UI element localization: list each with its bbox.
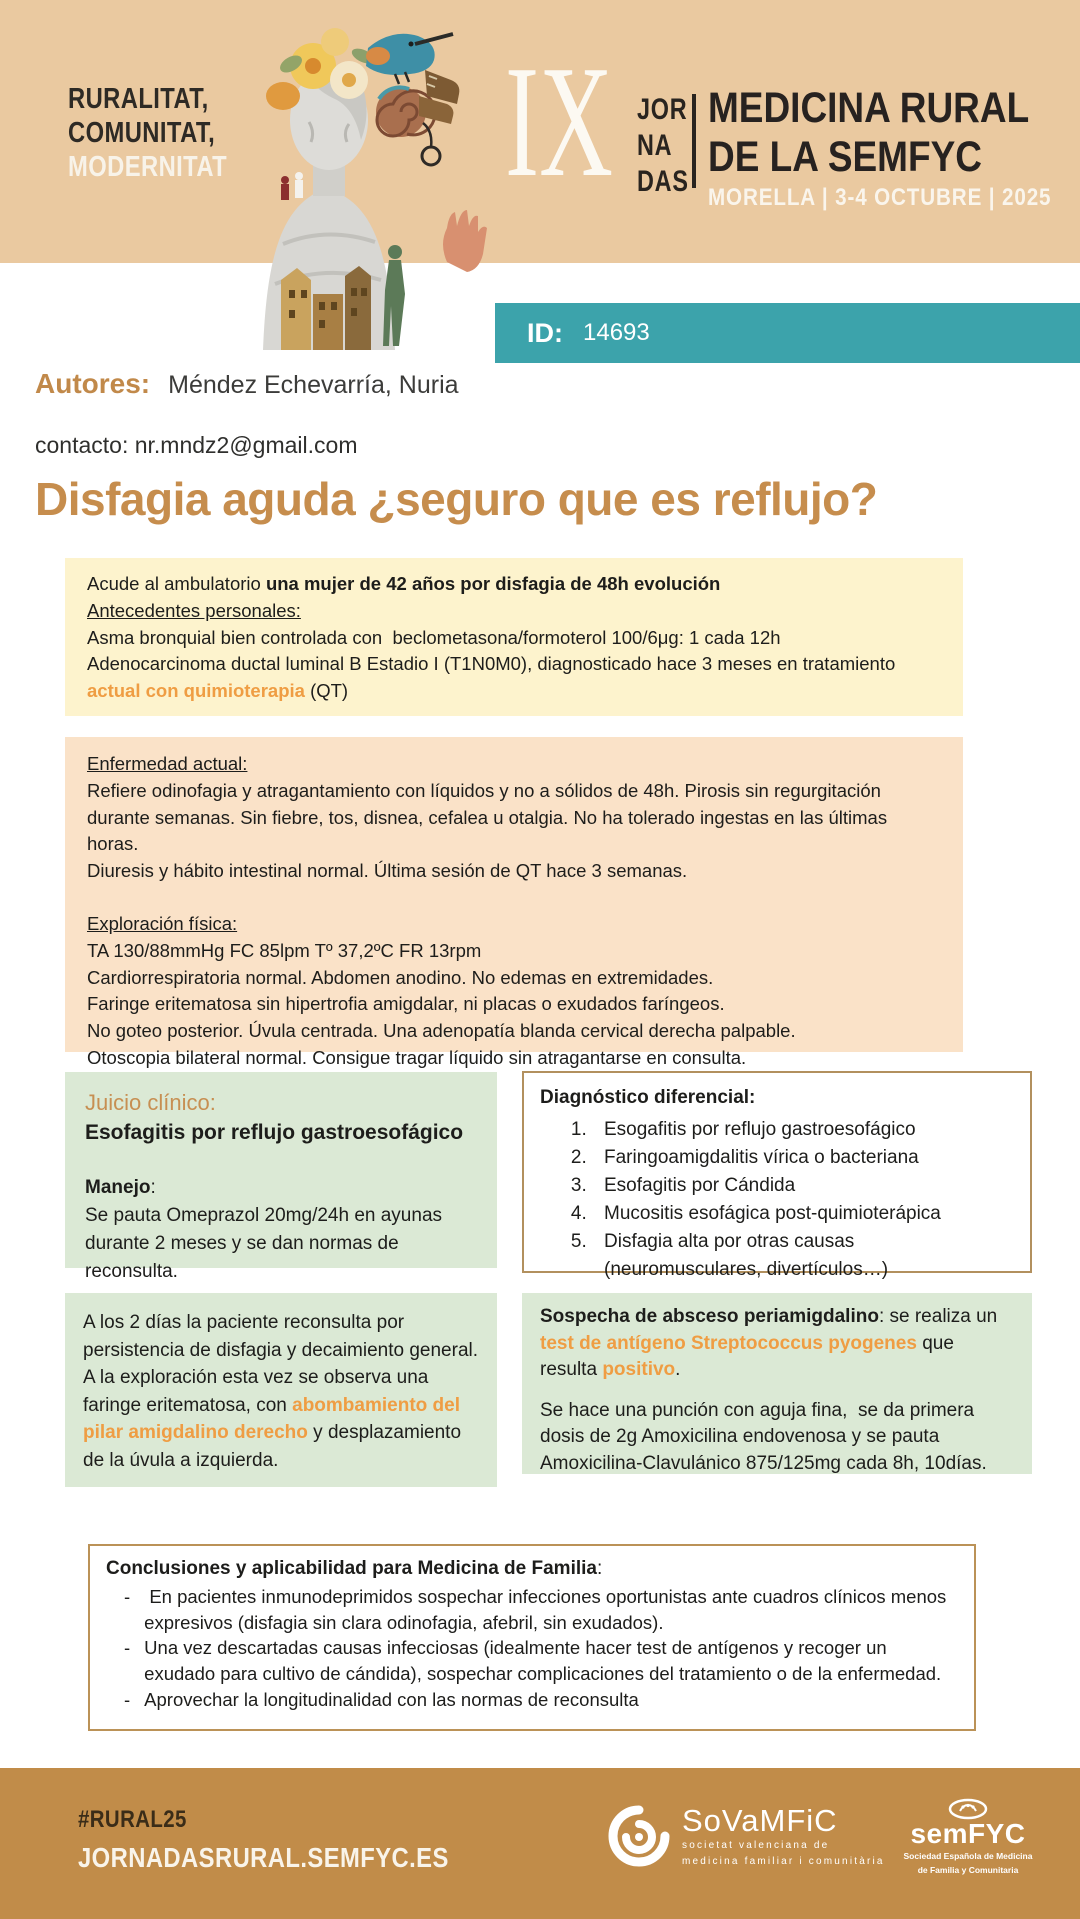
conclusions-list [106, 1584, 958, 1713]
jornadas-line: NA [637, 129, 673, 162]
differential-box [522, 1071, 1032, 1280]
authors-names: Méndez Echevarría, Nuria [168, 371, 459, 399]
edition-numeral: IX [505, 32, 614, 210]
differential-item: 2. Faringoamigdalitis vírica o bacteriana [592, 1144, 1014, 1172]
differential-item: 4. Mucositis esofágica post-quimioterápica [592, 1200, 1014, 1228]
semfyc-tagline: de Familia y Comunitaria [917, 1864, 1019, 1875]
sovamfic-spiral-icon [608, 1804, 670, 1870]
differential-item: 3. Esofagitis por Cándida [592, 1172, 1014, 1200]
differential-item: 1. Esogafitis por reflujo gastroesofágico [592, 1116, 1014, 1144]
sovamfic-name: SoVaMFiC [682, 1803, 838, 1838]
exam-line: Cardiorrespiratoria normal. Abdomen anodino. No edemas en extremidades. [87, 966, 714, 988]
exam-line: No goteo posterior. Úvula centrada. Una adenopatía blanda cervical derecha palpable. [87, 1020, 796, 1042]
judgment-heading: Juicio clínico: [85, 1090, 216, 1115]
jornadas-word [637, 92, 689, 200]
stethoscope-icon [422, 123, 440, 165]
conclusion-item: - En pacientes inmunodeprimidos sospechar infecciones oportunistas ante cuadros clínicos menos expresivos (disfagia sin clara odinofagia, afebril, sin exudados). [124, 1585, 952, 1633]
event-details: MORELLA | 3-4 OCTUBRE | 2025 [708, 184, 1052, 211]
differential-heading: Diagnóstico diferencial: [540, 1087, 756, 1108]
event-website: JORNADASRURAL.SEMFYC.ES [78, 1842, 449, 1873]
hand-icon [443, 210, 487, 272]
spacer [540, 1384, 1014, 1398]
history-heading: Antecedentes personales: [87, 599, 301, 621]
motto-line: MODERNITAT [68, 151, 228, 183]
spacer [87, 885, 941, 911]
history-cancer-line: Adenocarcinoma ductal luminal B Estadio I (T1N0M0), diagnosticado hace 3 meses en tratamiento actual con quimioterapia (QT) [87, 653, 901, 702]
illness-exam-box [65, 737, 963, 1068]
history-asthma-line: Asma bronquial bien controlada con beclometasona/formoterol 100/6μg: 1 cada 12h [87, 626, 781, 648]
event-name [708, 84, 1029, 182]
motto-line: RURALITAT, [68, 83, 209, 115]
shoulder-figures [281, 172, 303, 200]
event-header [0, 0, 1080, 263]
exam-line: Faringe eritematosa sin hipertrofia amigdalar, ni placas o exudados faríngeos. [87, 993, 725, 1015]
exam-line: Otoscopia bilateral normal. Consigue tragar líquido sin atragantarse en consulta. [87, 1046, 747, 1068]
footer-links [78, 1806, 449, 1874]
illness-para: Diuresis y hábito intestinal normal. Última sesión de QT hace 3 semanas. [87, 860, 688, 882]
boots-icon [419, 70, 459, 124]
treatment-text: Se hace una punción con aguja fina, se da primera dosis de 2g Amoxicilina endovenosa y se pauta Amoxicilina-Clavulánico 875/125mg cada 8h, 10días. [540, 1399, 987, 1474]
semfyc-logo [893, 1798, 1043, 1875]
judgment-diagnosis: Esofagitis por reflujo gastroesofágico [85, 1121, 464, 1144]
sovamfic-text [682, 1803, 885, 1868]
case-presentation-box [65, 558, 963, 716]
clinical-judgment-box [65, 1072, 497, 1282]
header-divider [692, 94, 696, 188]
jornadas-line: JOR [637, 93, 688, 126]
collage-art [163, 4, 495, 350]
sovamfic-logo [608, 1804, 885, 1870]
evolution-text: A los 2 días la paciente reconsulta por persistencia de disfagia y decaimiento general. A la exploración esta vez se observa una faringe eritematosa, con abombamiento del pilar amigdalino derecho y desplazamiento de la úvula a izquierda. [83, 1312, 483, 1471]
authors-row [35, 368, 459, 400]
conclusion-item: - Una vez descartadas causas infecciosas (idealmente hacer test de antígenos y recoger un exudado para cultivo de cándida), sospechar complicaciones del tratamiento o de la enfermedad. [124, 1637, 942, 1685]
management-text: Se pauta Omeprazol 20mg/24h en ayunas durante 2 meses y se dan normas de reconsulta. [85, 1205, 448, 1282]
case-intro-line: Acude al ambulatorio una mujer de 42 años por disfagia de 48h evolución [87, 573, 721, 594]
farmer-figure [383, 245, 405, 346]
conclusion-item: - Aprovechar la longitudinalidad con las normas de reconsulta [124, 1688, 639, 1710]
event-footer [0, 1768, 1080, 1919]
semfyc-tagline: Sociedad Española de Medicina [903, 1851, 1033, 1861]
differential-item: 5. Disfagia alta por otras causas (neuromusculares, divertículos…) [592, 1228, 1014, 1284]
event-name-line: MEDICINA RURAL [708, 84, 1030, 132]
jornadas-line: DAS [637, 165, 689, 198]
id-label: ID: [527, 317, 563, 348]
differential-list [540, 1116, 1014, 1284]
poster-title: Disfagia aguda ¿seguro que es reflujo? [35, 473, 878, 525]
conclusions-heading: Conclusiones y aplicabilidad para Medicina de Familia: [106, 1558, 603, 1579]
sovamfic-tagline: medicina familiar i comunitària [682, 1856, 885, 1867]
conclusions-box [88, 1544, 976, 1731]
spacer [85, 1148, 477, 1174]
exam-heading: Exploración física: [87, 912, 238, 934]
contact-email: contacto: nr.mndz2@gmail.com [35, 432, 358, 458]
suspicion-text: Sospecha de absceso periamigdalino: se realiza un test de antígeno Streptococcus pyogenes que resulta positivo. [540, 1306, 1003, 1380]
event-hashtag: #RURAL25 [78, 1806, 187, 1833]
sovamfic-tagline: societat valenciana de [682, 1840, 830, 1851]
authors-label: Autores: [35, 368, 151, 399]
id-value: 14693 [583, 319, 650, 346]
suspicion-box [522, 1293, 1032, 1474]
illness-heading: Enfermedad actual: [87, 753, 248, 774]
evolution-box [65, 1293, 497, 1487]
motto-line: COMUNITAT, [68, 117, 216, 149]
semfyc-name: semFYC [910, 1818, 1026, 1849]
id-banner [495, 303, 1080, 363]
exam-line: TA 130/88mmHg FC 85lpm Tº 37,2ºC FR 13rpm [87, 939, 482, 961]
semfyc-emblem-icon [946, 1798, 990, 1820]
management-heading: Manejo: [85, 1177, 156, 1198]
event-name-line: DE LA SEMFYC [708, 133, 982, 181]
illness-para: Refiere odinofagia y atragantamiento con líquidos y no a sólidos de 48h. Pirosis sin regurgitación durante semanas. Sin fiebre, tos, disnea, cefalea u otalgia. No ha tolerado ingestas en las últimas horas. [87, 779, 893, 855]
